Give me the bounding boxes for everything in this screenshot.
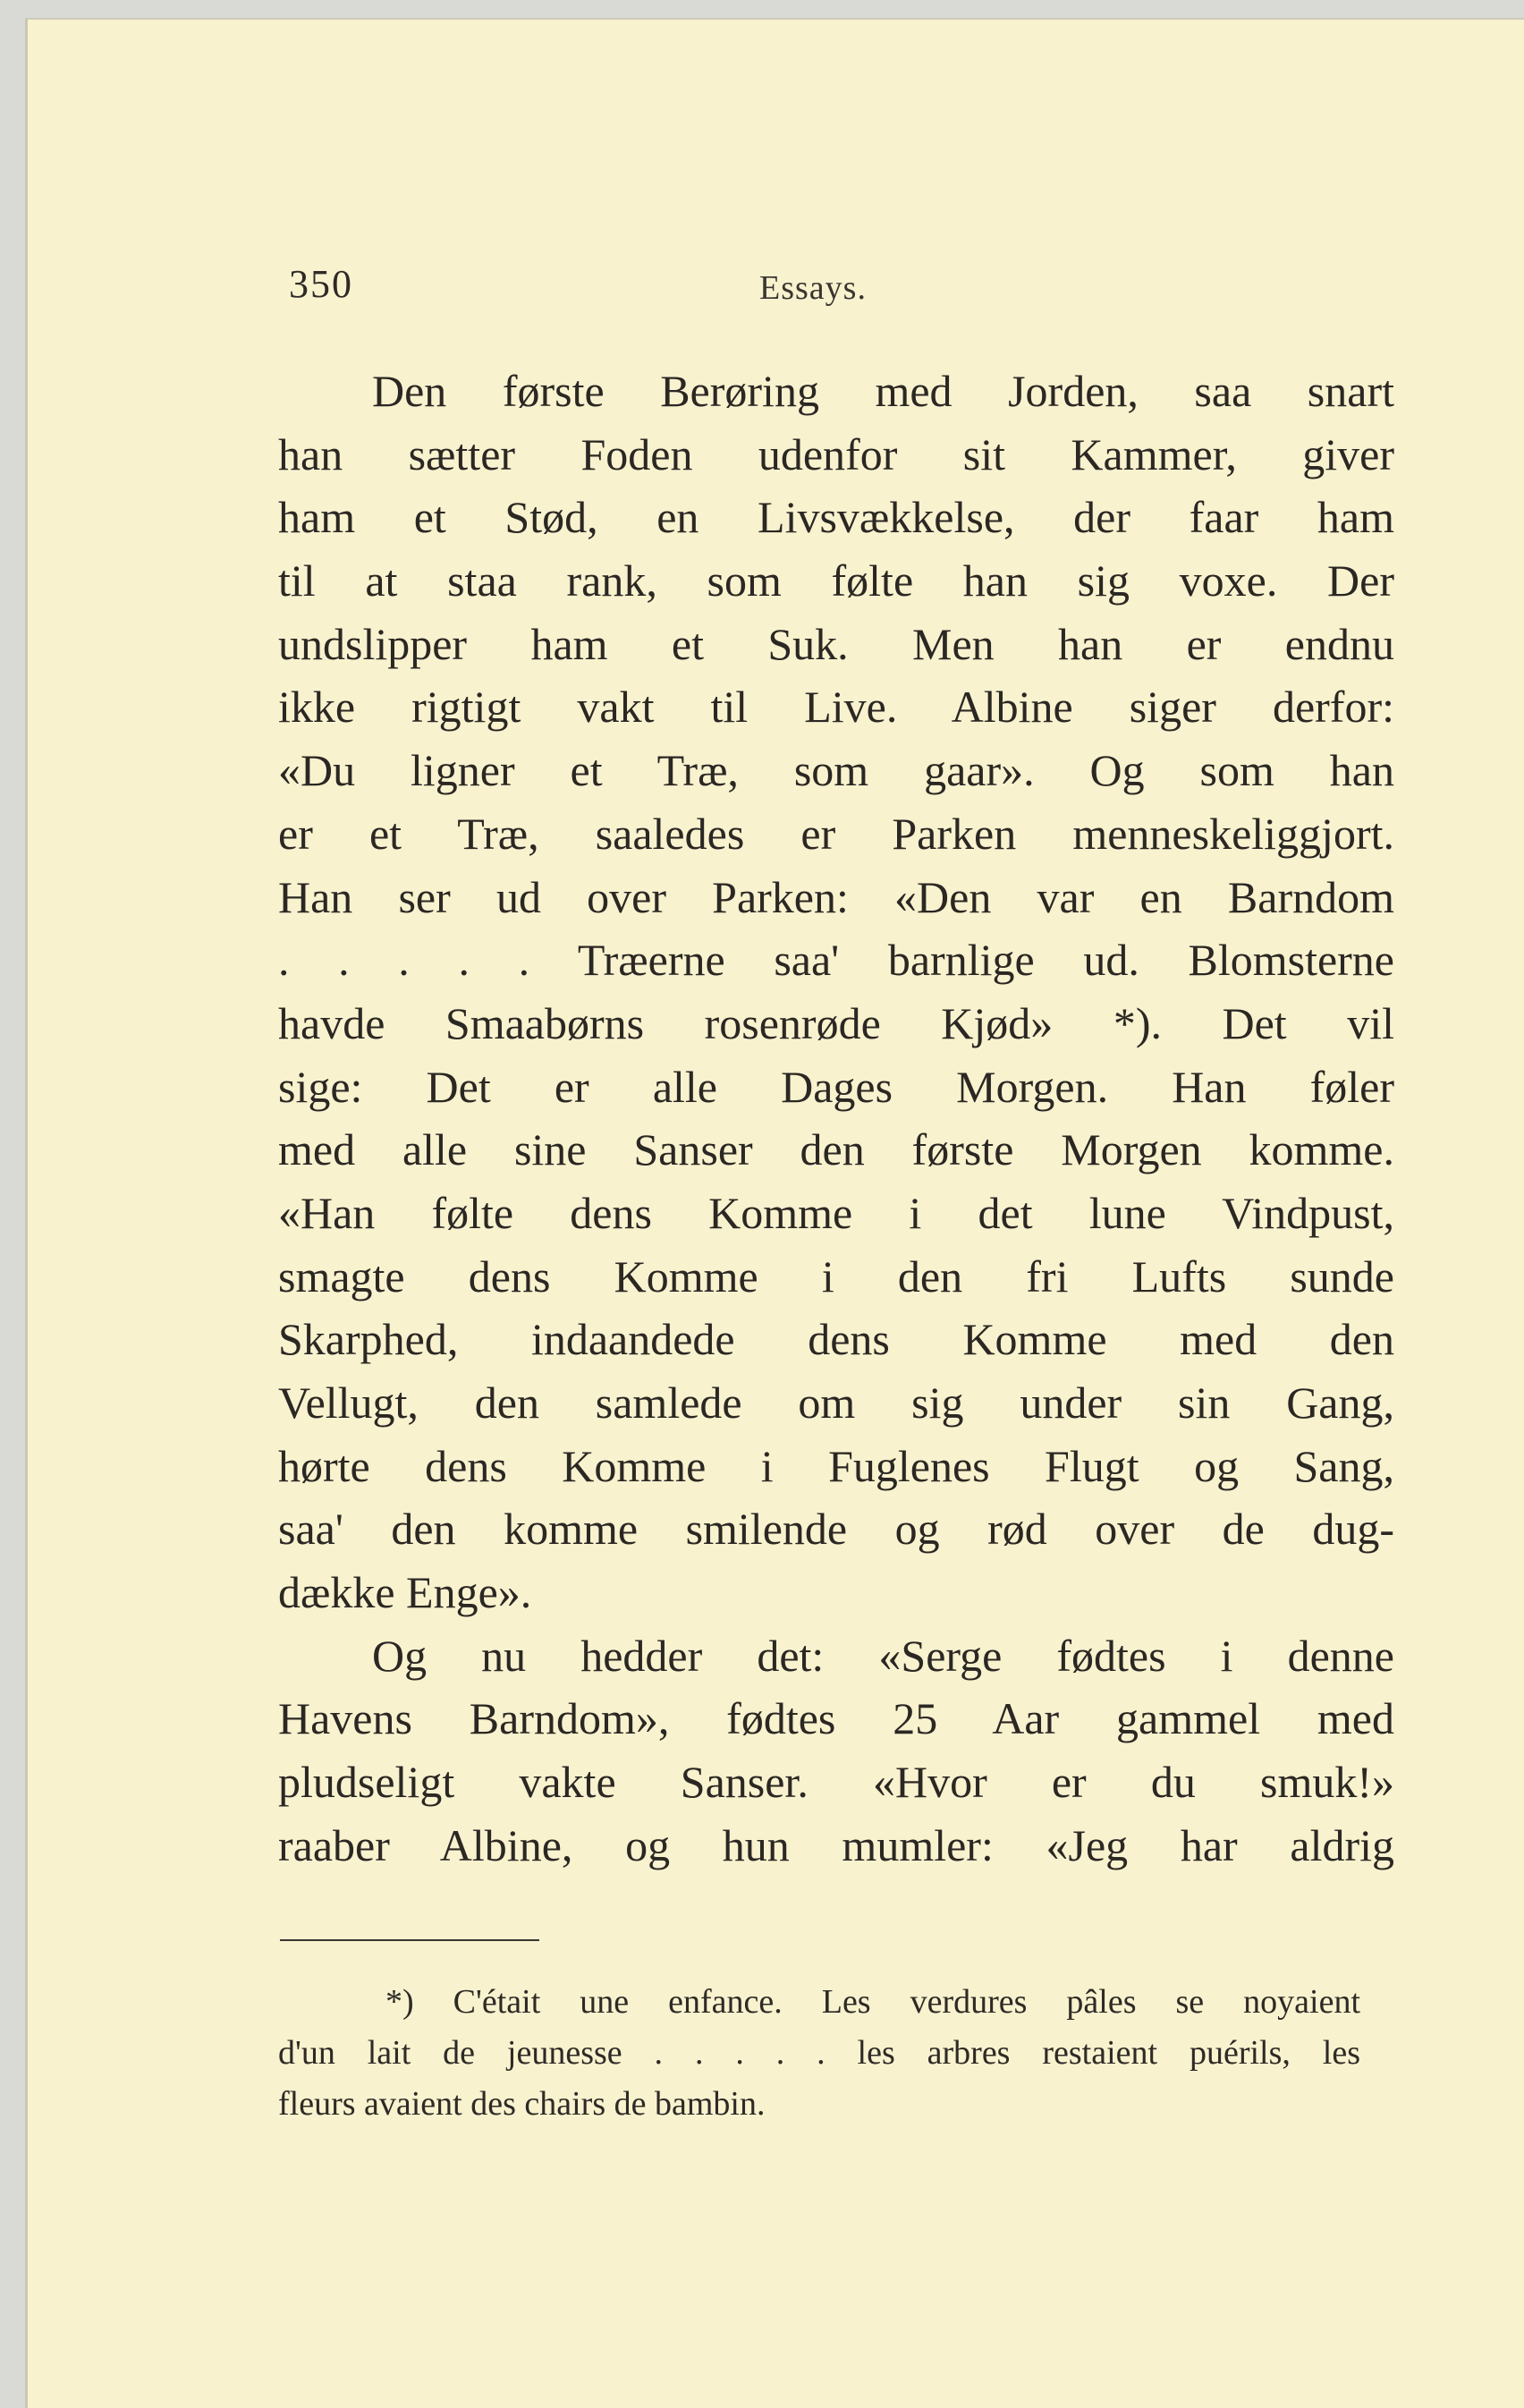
text-line: «Du ligner et Træ, som gaar». Og som han bbox=[278, 745, 1394, 796]
text-line: raaber Albine, og hun mumler: «Jeg har aldrig bbox=[278, 1819, 1394, 1870]
footnote-divider bbox=[280, 1939, 539, 1941]
page-number: 350 bbox=[289, 262, 353, 306]
running-head: Essays. bbox=[759, 269, 867, 307]
text-line: saa' den komme smilende og rød over de dug- bbox=[278, 1504, 1394, 1555]
text-line: undslipper ham et Suk. Men han er endnu bbox=[278, 618, 1394, 669]
text-line: pludseligt vakte Sanser. «Hvor er du smuk!» bbox=[278, 1757, 1394, 1808]
text-line: havde Smaabørns rosenrøde Kjød» *). Det vil bbox=[278, 997, 1394, 1048]
text-line: Havens Barndom», fødtes 25 Aar gammel med bbox=[278, 1693, 1394, 1744]
text-line: Skarphed, indaandede dens Komme med den bbox=[278, 1314, 1394, 1365]
book-page bbox=[25, 18, 1524, 2408]
text-line: hørte dens Komme i Fuglenes Flugt og Sang, bbox=[278, 1440, 1394, 1491]
footnote-line: d'un lait de jeunesse . . . . . les arbres restaient puérils, les bbox=[278, 2034, 1360, 2072]
footnote bbox=[278, 1977, 1360, 2130]
body-text bbox=[278, 360, 1394, 1878]
text-line: Vellugt, den samlede om sig under sin Gang, bbox=[278, 1378, 1394, 1428]
text-line: Den første Berøring med Jorden, saa snart bbox=[372, 366, 1394, 416]
text-line: ham et Stød, en Livsvækkelse, der faar ham bbox=[278, 492, 1394, 543]
footnote-line: *) C'était une enfance. Les verdures pâles se noyaient bbox=[385, 1983, 1360, 2021]
text-line: er et Træ, saaledes er Parken menneskeliggjort. bbox=[278, 808, 1394, 859]
text-line: «Han følte dens Komme i det lune Vindpust, bbox=[278, 1187, 1394, 1238]
text-line: Og nu hedder det: «Serge fødtes i denne bbox=[372, 1630, 1394, 1681]
footnote-line: fleurs avaient des chairs de bambin. bbox=[278, 2085, 766, 2123]
text-line: med alle sine Sanser den første Morgen komme. bbox=[278, 1124, 1394, 1175]
text-line: smagte dens Komme i den fri Lufts sunde bbox=[278, 1251, 1394, 1302]
text-line: dække Enge». bbox=[278, 1567, 532, 1618]
text-line: Han ser ud over Parken: «Den var en Barndom bbox=[278, 871, 1394, 922]
text-line: sige: Det er alle Dages Morgen. Han føler bbox=[278, 1061, 1394, 1112]
text-line: . . . . . Træerne saa' barnlige ud. Blomsterne bbox=[278, 935, 1394, 986]
text-line: ikke rigtigt vakt til Live. Albine siger derfor: bbox=[278, 682, 1394, 733]
text-line: han sætter Foden udenfor sit Kammer, giver bbox=[278, 428, 1394, 479]
text-line: til at staa rank, som følte han sig voxe. Der bbox=[278, 555, 1394, 606]
